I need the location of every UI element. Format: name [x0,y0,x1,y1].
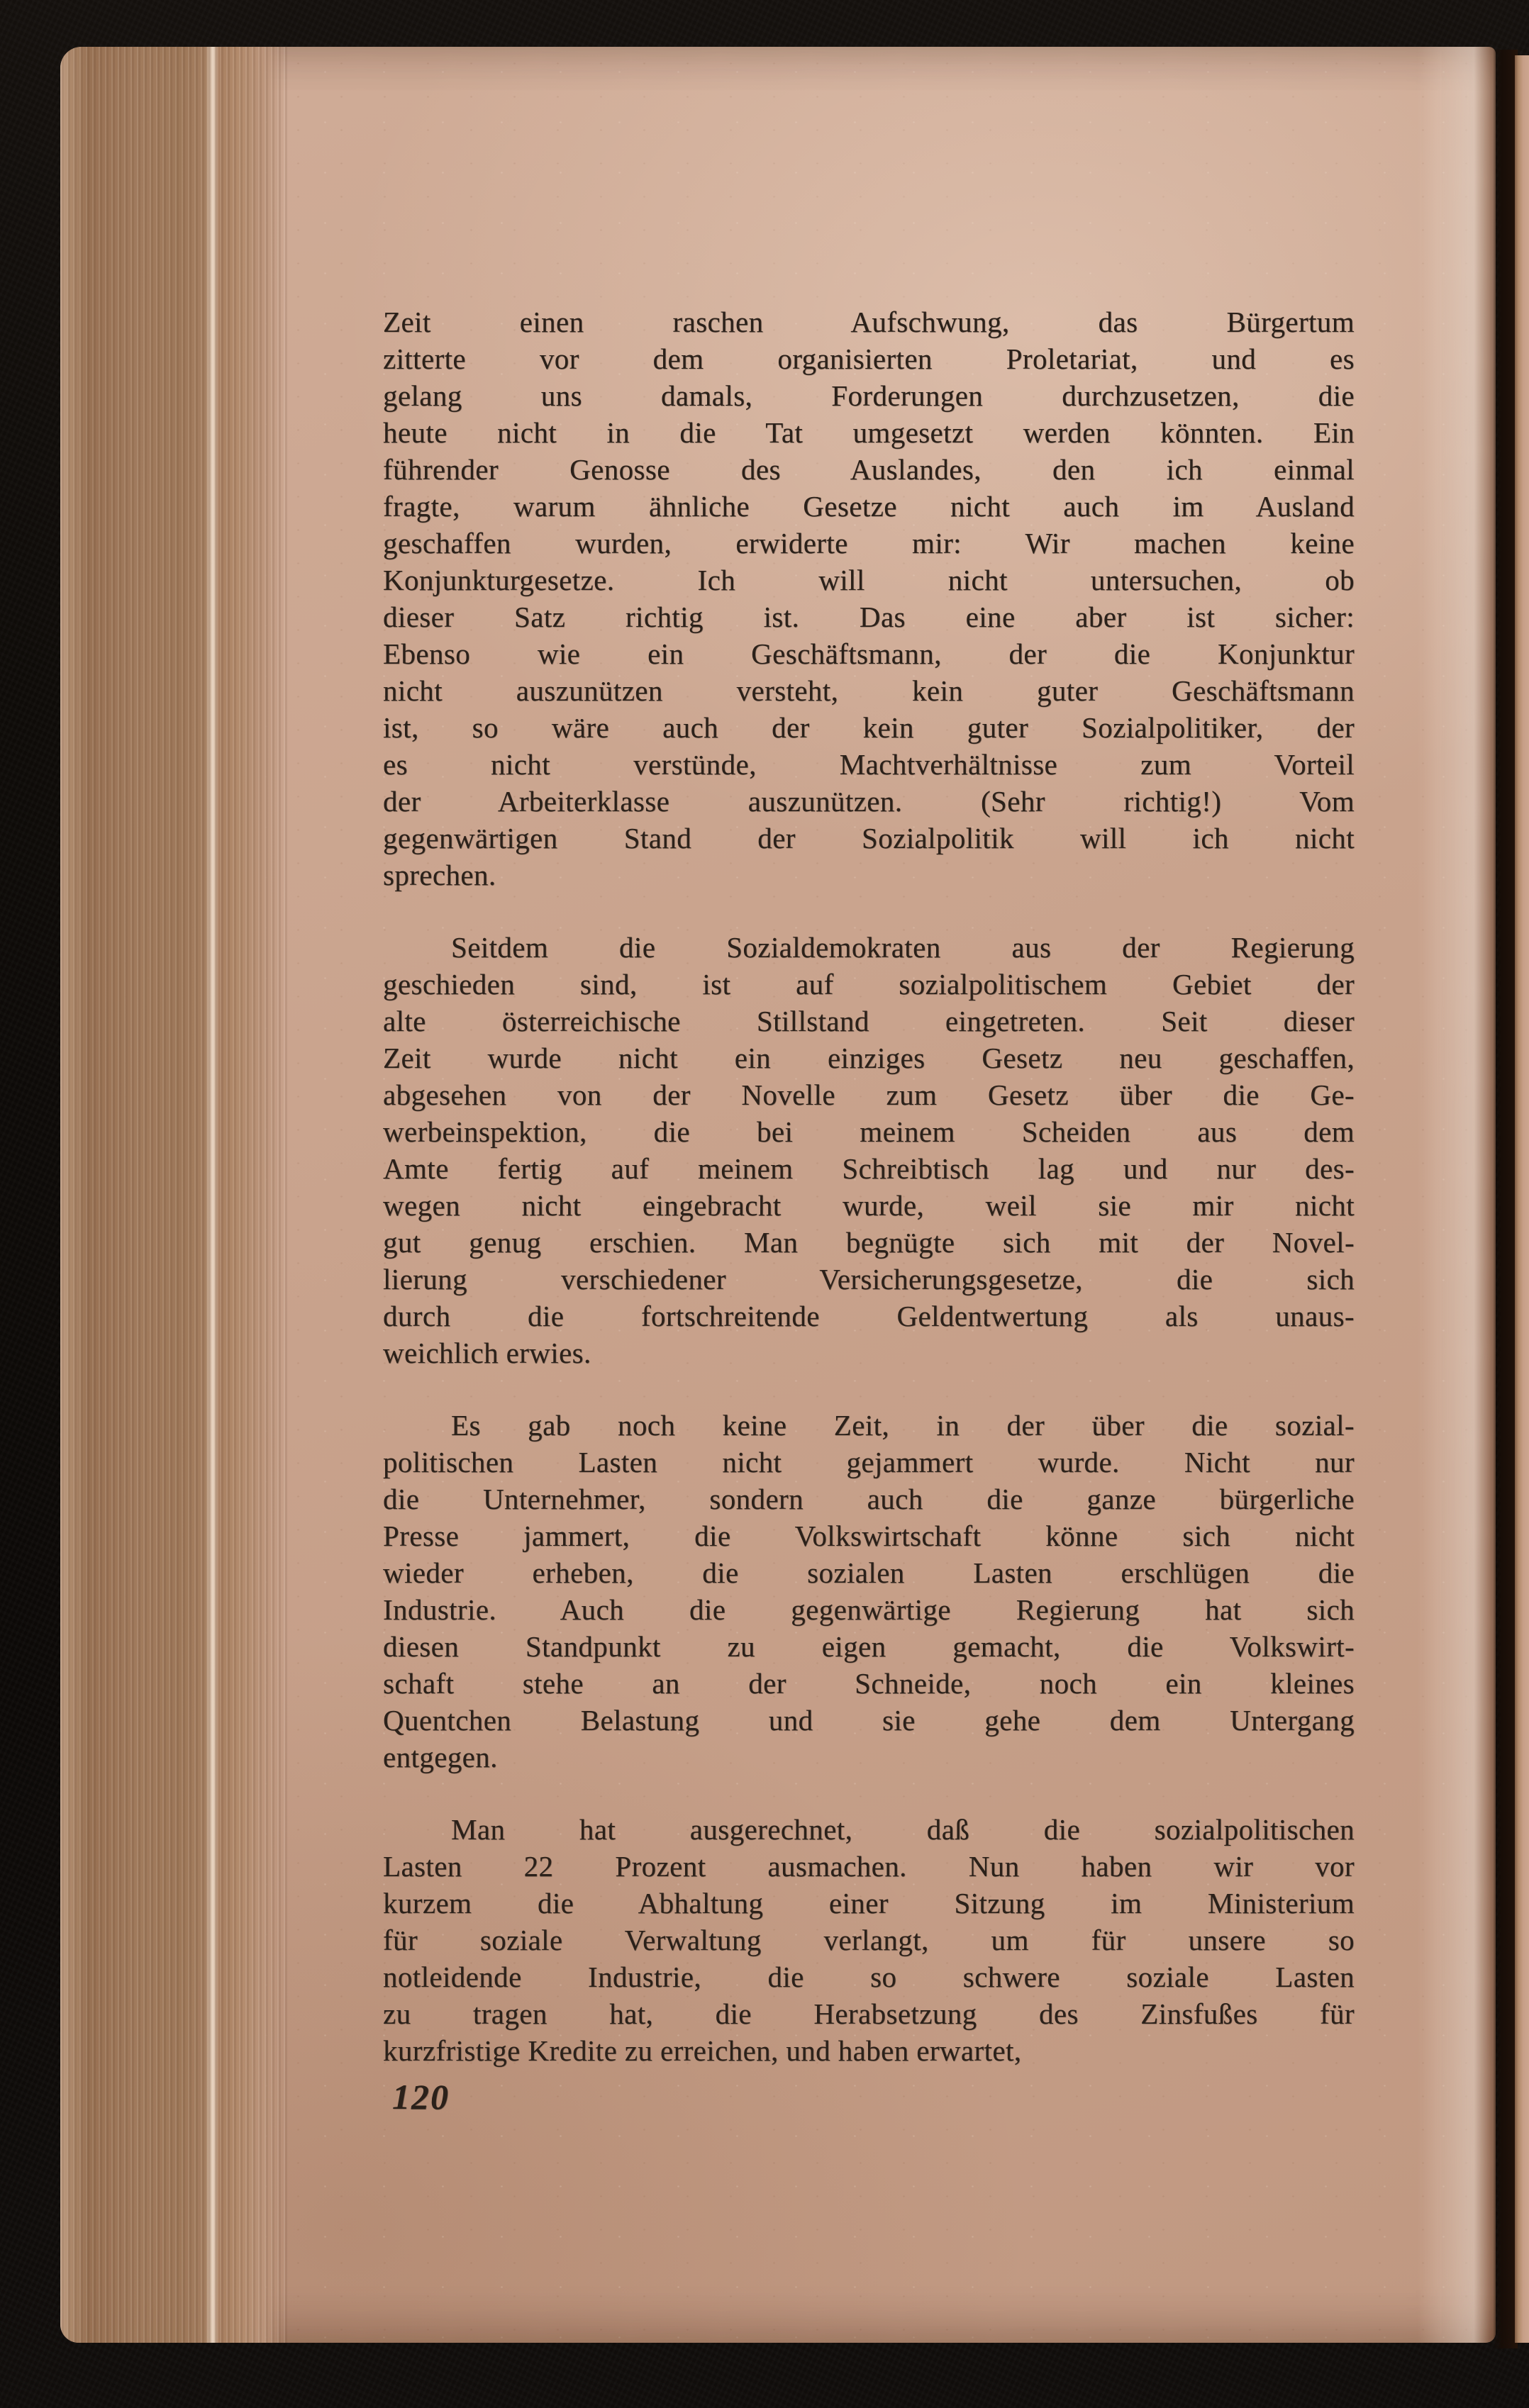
page-number: 120 [392,2077,450,2117]
text-line: Amte fertig auf meinem Schreibtisch lag und nur des- [383,1152,1355,1185]
text-line: führender Genosse des Auslandes, den ich einmal [383,453,1355,486]
text-line: Man hat ausgerechnet, daß die sozialpolitischen [451,1813,1355,1846]
text-line: ist, so wäre auch der kein guter Sozialpolitiker, der [383,711,1355,744]
text-line: werbeinspektion, die bei meinem Scheiden aus dem [383,1115,1355,1148]
text-block [383,303,1355,2069]
text-line: geschaffen wurden, erwiderte mir: Wir machen keine [383,527,1355,559]
text-line: kurzfristige Kredite zu erreichen, und haben erwartet, [383,2034,1022,2067]
text-line: Lasten 22 Prozent ausmachen. Nun haben wir vor [383,1850,1355,1883]
text-line: die Unternehmer, sondern auch die ganze bürgerliche [383,1483,1355,1515]
page-curve-highlight [1418,47,1496,2343]
text-line: lierung verschiedener Versicherungsgesetze, die sich [383,1263,1355,1295]
text-line: sprechen. [383,859,496,891]
text-line: notleidende Industrie, die so schwere soziale Lasten [383,1961,1355,1993]
text-line: zitterte vor dem organisierten Proletariat, und es [383,342,1355,375]
text-line: abgesehen von der Novelle zum Gesetz über die Ge- [383,1078,1355,1111]
gutter-shadow [1494,50,1518,2348]
text-line: Quentchen Belastung und sie gehe dem Untergang [383,1704,1355,1737]
text-line: der Arbeiterklasse auszunützen. (Sehr richtig!) Vom [383,785,1355,818]
text-line: es nicht verstünde, Machtverhältnisse zum Vorteil [383,748,1355,781]
text-line: geschieden sind, ist auf sozialpolitischem Gebiet der [383,968,1355,1000]
page-edge-stack [60,47,287,2343]
book-page [60,47,1496,2343]
text-line: kurzem die Abhaltung einer Sitzung im Ministerium [383,1887,1355,1919]
paragraph [383,303,1355,893]
text-line: weichlich erwies. [383,1337,591,1369]
text-line: diesen Standpunkt zu eigen gemacht, die Volkswirt- [383,1630,1355,1663]
text-line: wegen nicht eingebracht wurde, weil sie mir nicht [383,1189,1355,1222]
text-line: gegenwärtigen Stand der Sozialpolitik will ich nicht [383,822,1355,854]
text-line: zu tragen hat, die Herabsetzung des Zinsfußes für [383,1997,1355,2030]
text-line: dieser Satz richtig ist. Das eine aber ist sicher: [383,601,1355,633]
text-line: politischen Lasten nicht gejammert wurde. Nicht nur [383,1446,1355,1478]
text-line: nicht auszunützen versteht, kein guter Geschäftsmann [383,674,1355,707]
adjacent-page-edge [1515,55,1529,2343]
text-line: Presse jammert, die Volkswirtschaft könne sich nicht [383,1520,1355,1552]
text-line: Zeit wurde nicht ein einziges Gesetz neu geschaffen, [383,1042,1355,1074]
text-line: alte österreichische Stillstand eingetreten. Seit dieser [383,1005,1355,1037]
paragraph [383,1407,1355,1776]
text-line: gelang uns damals, Forderungen durchzusetzen, die [383,379,1355,412]
text-line: fragte, warum ähnliche Gesetze nicht auch im Ausland [383,490,1355,523]
text-line: durch die fortschreitende Geldentwertung als unaus- [383,1300,1355,1332]
text-line: Industrie. Auch die gegenwärtige Regierung hat sich [383,1593,1355,1626]
text-line: Seitdem die Sozialdemokraten aus der Regierung [451,931,1355,964]
text-line: Es gab noch keine Zeit, in der über die sozial- [451,1409,1355,1442]
text-line: entgegen. [383,1741,498,1773]
text-line: Konjunkturgesetze. Ich will nicht untersuchen, ob [383,564,1355,596]
text-line: für soziale Verwaltung verlangt, um für unsere so [383,1924,1355,1956]
text-line: schaft stehe an der Schneide, noch ein kleines [383,1667,1355,1700]
text-line: wieder erheben, die sozialen Lasten erschlügen die [383,1556,1355,1589]
text-line: heute nicht in die Tat umgesetzt werden könnten. Ein [383,416,1355,449]
text-line: Ebenso wie ein Geschäftsmann, der die Konjunktur [383,637,1355,670]
paragraph [383,929,1355,1371]
text-line: gut genug erschien. Man begnügte sich mit der Novel- [383,1226,1355,1259]
text-line: Zeit einen raschen Aufschwung, das Bürgertum [383,306,1355,338]
paragraph [383,1811,1355,2069]
